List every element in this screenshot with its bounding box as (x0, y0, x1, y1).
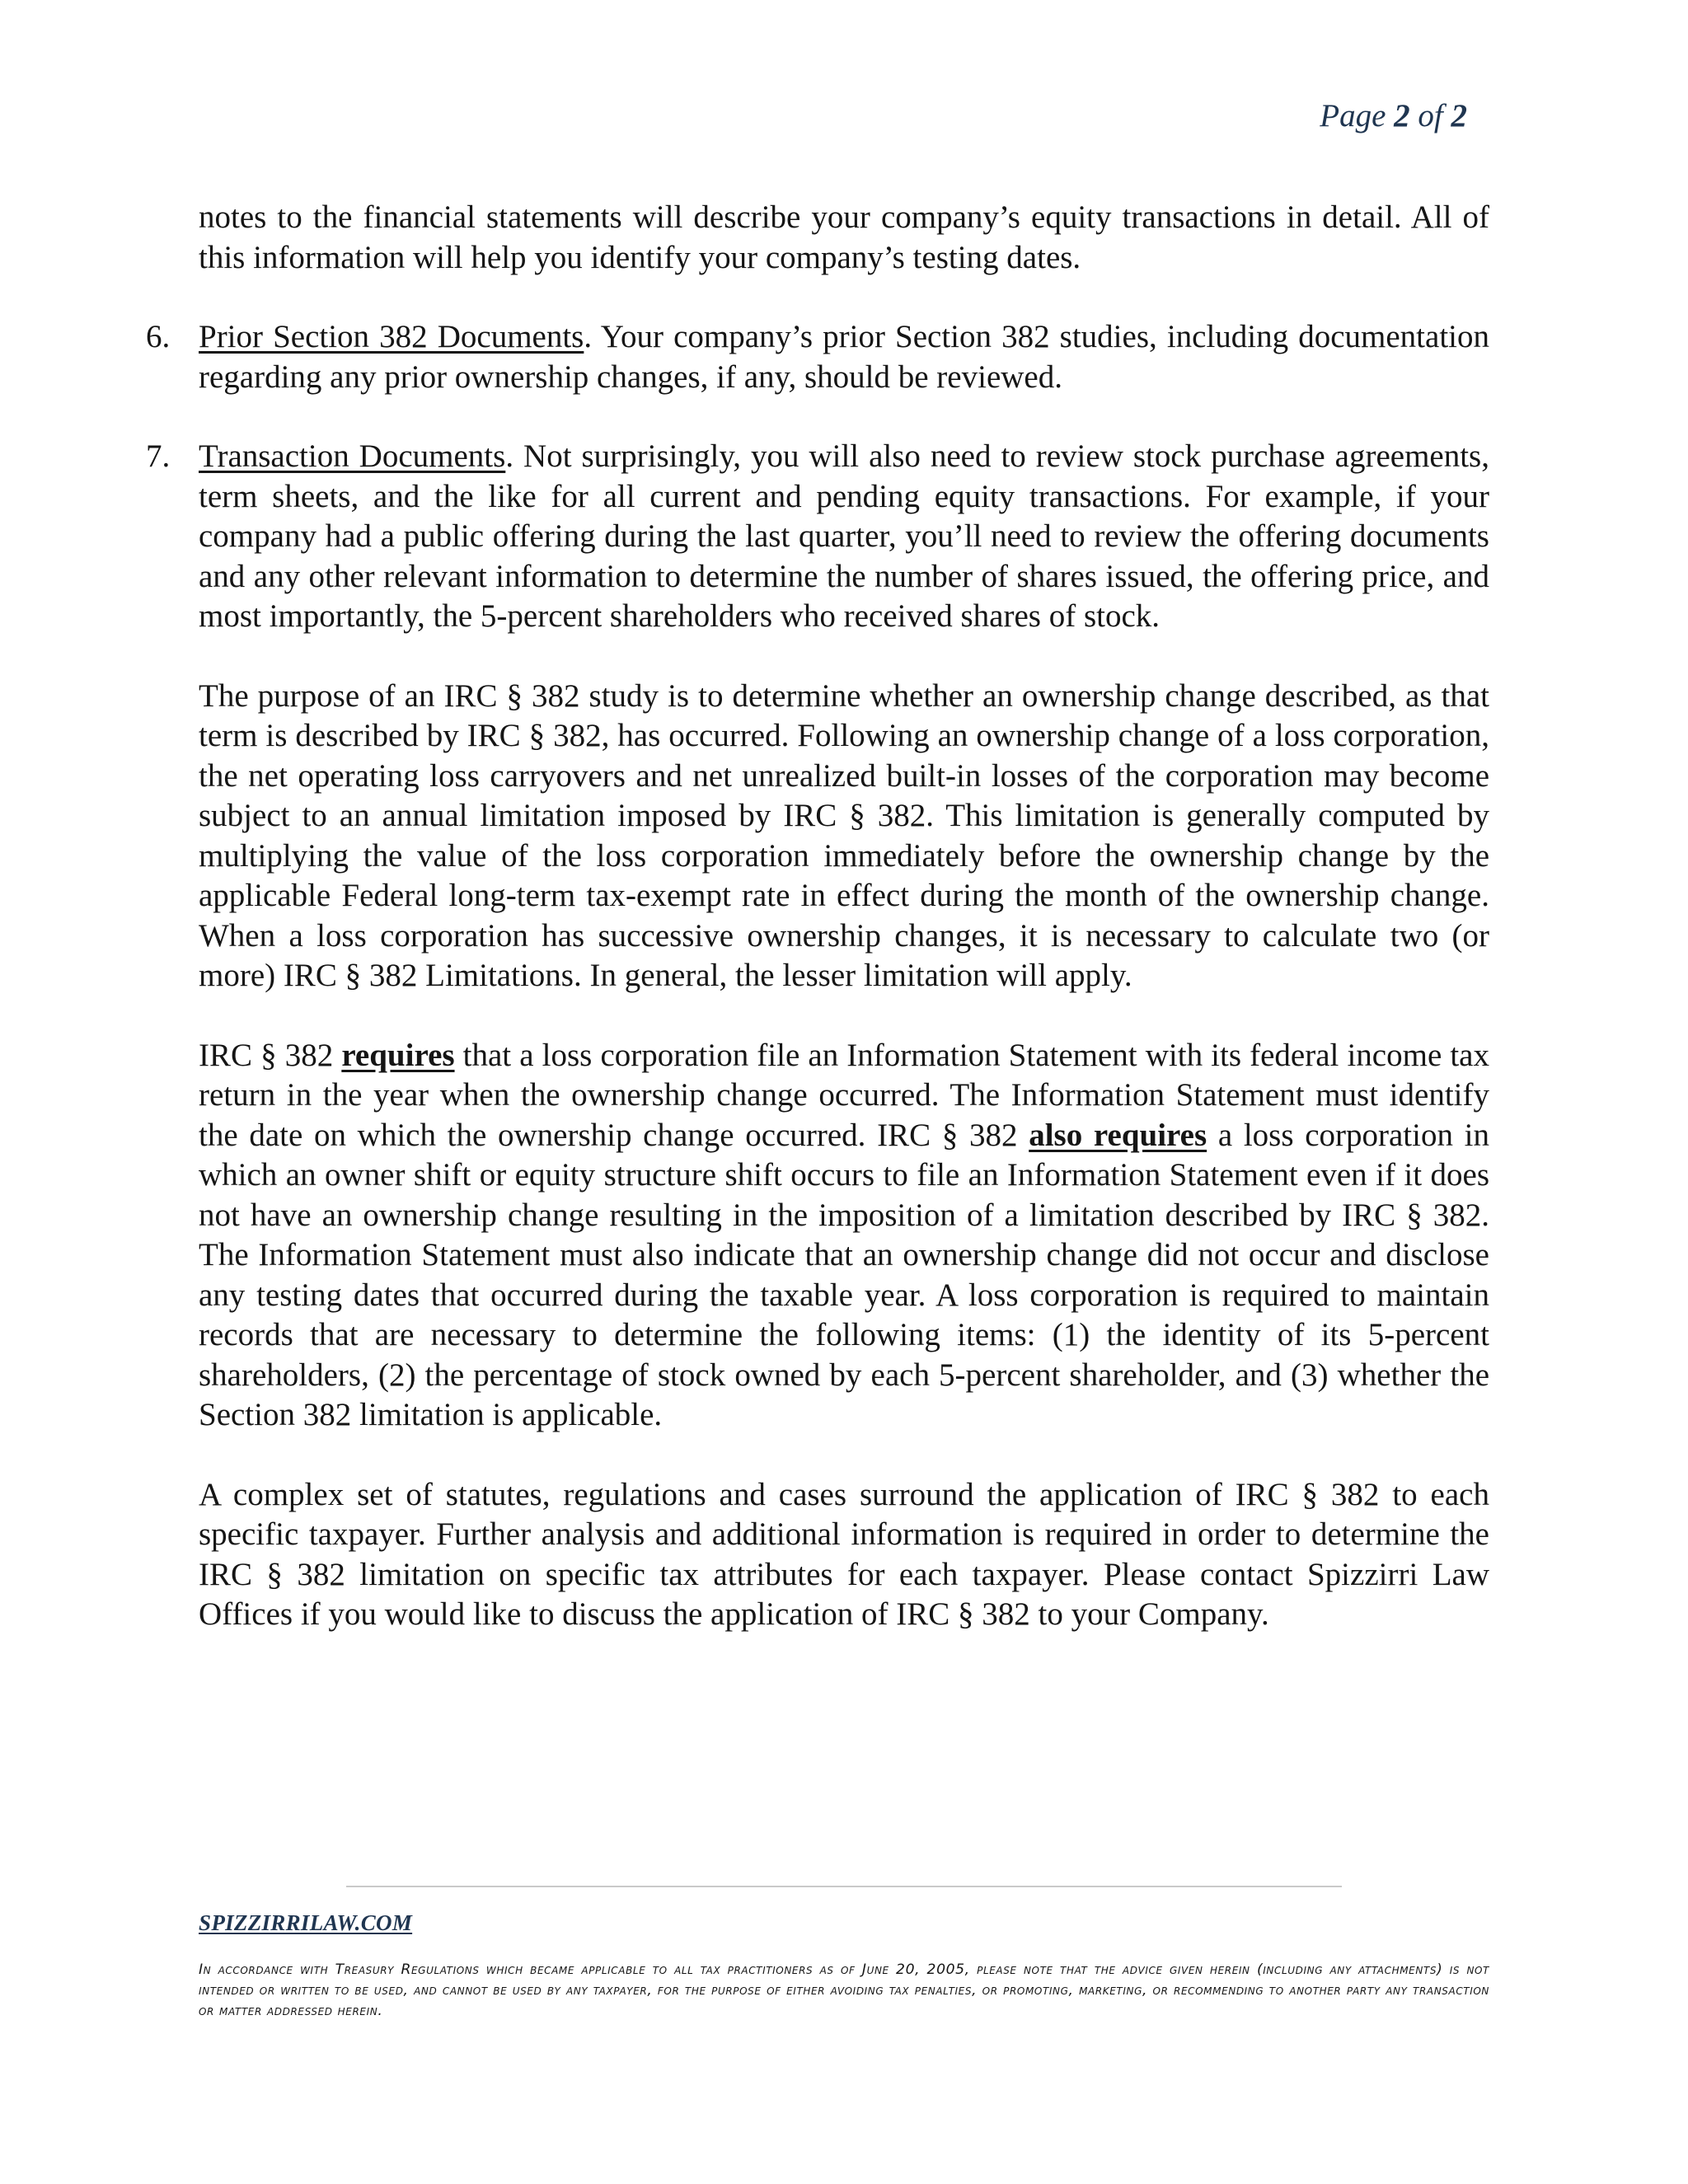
list-item-title: Prior Section 382 Documents (199, 319, 584, 354)
requires-emphasis: requires (341, 1037, 455, 1073)
list-item-number: 6. (146, 319, 171, 354)
page-of: of (1418, 98, 1443, 134)
closing-paragraph: A complex set of statutes, regulations and cases surround the application of IRC § 382 to each specific taxpayer. Further analysis and additional information is required in order to determine the IRC § 382 limitation on specific tax attributes for each taxpayer. Please contact Spizzirri Law Offices if you would like to discuss the application of IRC § 382 to your Company. (199, 1476, 1489, 1632)
purpose-paragraph: The purpose of an IRC § 382 study is to determine whether an ownership change described, as that term is described by IRC § 382, has occurred. Following an ownership change of a loss corporation, the net operating loss carryovers and net unrealized built-in losses of the corporation may become subject to an annual limitation imposed by IRC § 382. This limitation is generally computed by multiplying the value of the loss corporation immediately before the ownership change by the applicable Federal long-term tax-exempt rate in effect during the month of the ownership change. When a loss corporation has successive ownership changes, it is necessary to calculate two (or more) IRC § 382 Limitations. In general, the lesser limitation will apply. (199, 677, 1489, 993)
requires-text-3: a loss corporation in which an owner shift or equity structure shift occurs to file an Information Statement even if it does not have an ownership change resulting in the imposition of a limitation described by IRC § 382. The Information Statement must also indicate that an ownership change did not occur and disclose any testing dates that occurred during the taxable year. A loss corporation is required to maintain records that are necessary to determine the following items: (1) the identity of its 5-percent shareholders, (2) the percentage of stock owned by each 5-percent shareholder, and (3) whether the Section 382 limitation is applicable. (199, 1117, 1489, 1432)
list-item-prior-documents (146, 317, 1489, 397)
list-item-transaction-documents (146, 437, 1489, 637)
document-body (146, 198, 1489, 1635)
continued-paragraph: notes to the financial statements will describe your company’s equity transactions in detail. All of this information will help you identify your company’s testing dates. (199, 199, 1489, 275)
requires-text-2: that a loss corporation file an Information Statement with its federal income tax return in the year when the ownership change occurred. The Information Statement must identify the date on which the ownership change occurred. IRC § 382 (199, 1037, 1489, 1153)
requires-paragraph (199, 1036, 1489, 1436)
footer-divider (346, 1886, 1342, 1887)
footer-disclaimer: In accordance with Treasury Regulations which became applicable to all tax practitioners as of June 20, 2005, please note that the advice given herein (including any attachments) is not intended or written to be used, and cannot be used by any taxpayer, for the purpose of either avoiding tax penalties, or promoting, marketing, or recommending to another party any transaction or matter addressed herein. (199, 1961, 1489, 2019)
page-current: 2 (1394, 98, 1410, 134)
also-requires-emphasis: also requires (1029, 1117, 1207, 1153)
list-item-title: Transaction Documents (199, 438, 506, 474)
website-link[interactable]: SPIZZIRRILAW.COM (199, 1910, 413, 1935)
list-item-text: . Your company’s prior Section 382 studies, including documentation regarding any prior ownership changes, if any, should be reviewed. (199, 319, 1489, 395)
page-prefix: Page (1320, 98, 1386, 134)
page-total: 2 (1451, 98, 1467, 134)
list-item-text: . Not surprisingly, you will also need to review stock purchase agreements, term sheets, and the like for all current and pending equity transactions. For example, if your company had a public offering during the last quarter, you’ll need to review the offering documents and any other relevant information to determine the number of shares issued, the offering price, and most importantly, the 5-percent shareholders who received shares of stock. (199, 438, 1489, 634)
page-number (1320, 97, 1467, 134)
list-item-number: 7. (146, 438, 171, 474)
requires-text-1: IRC § 382 (199, 1037, 342, 1073)
